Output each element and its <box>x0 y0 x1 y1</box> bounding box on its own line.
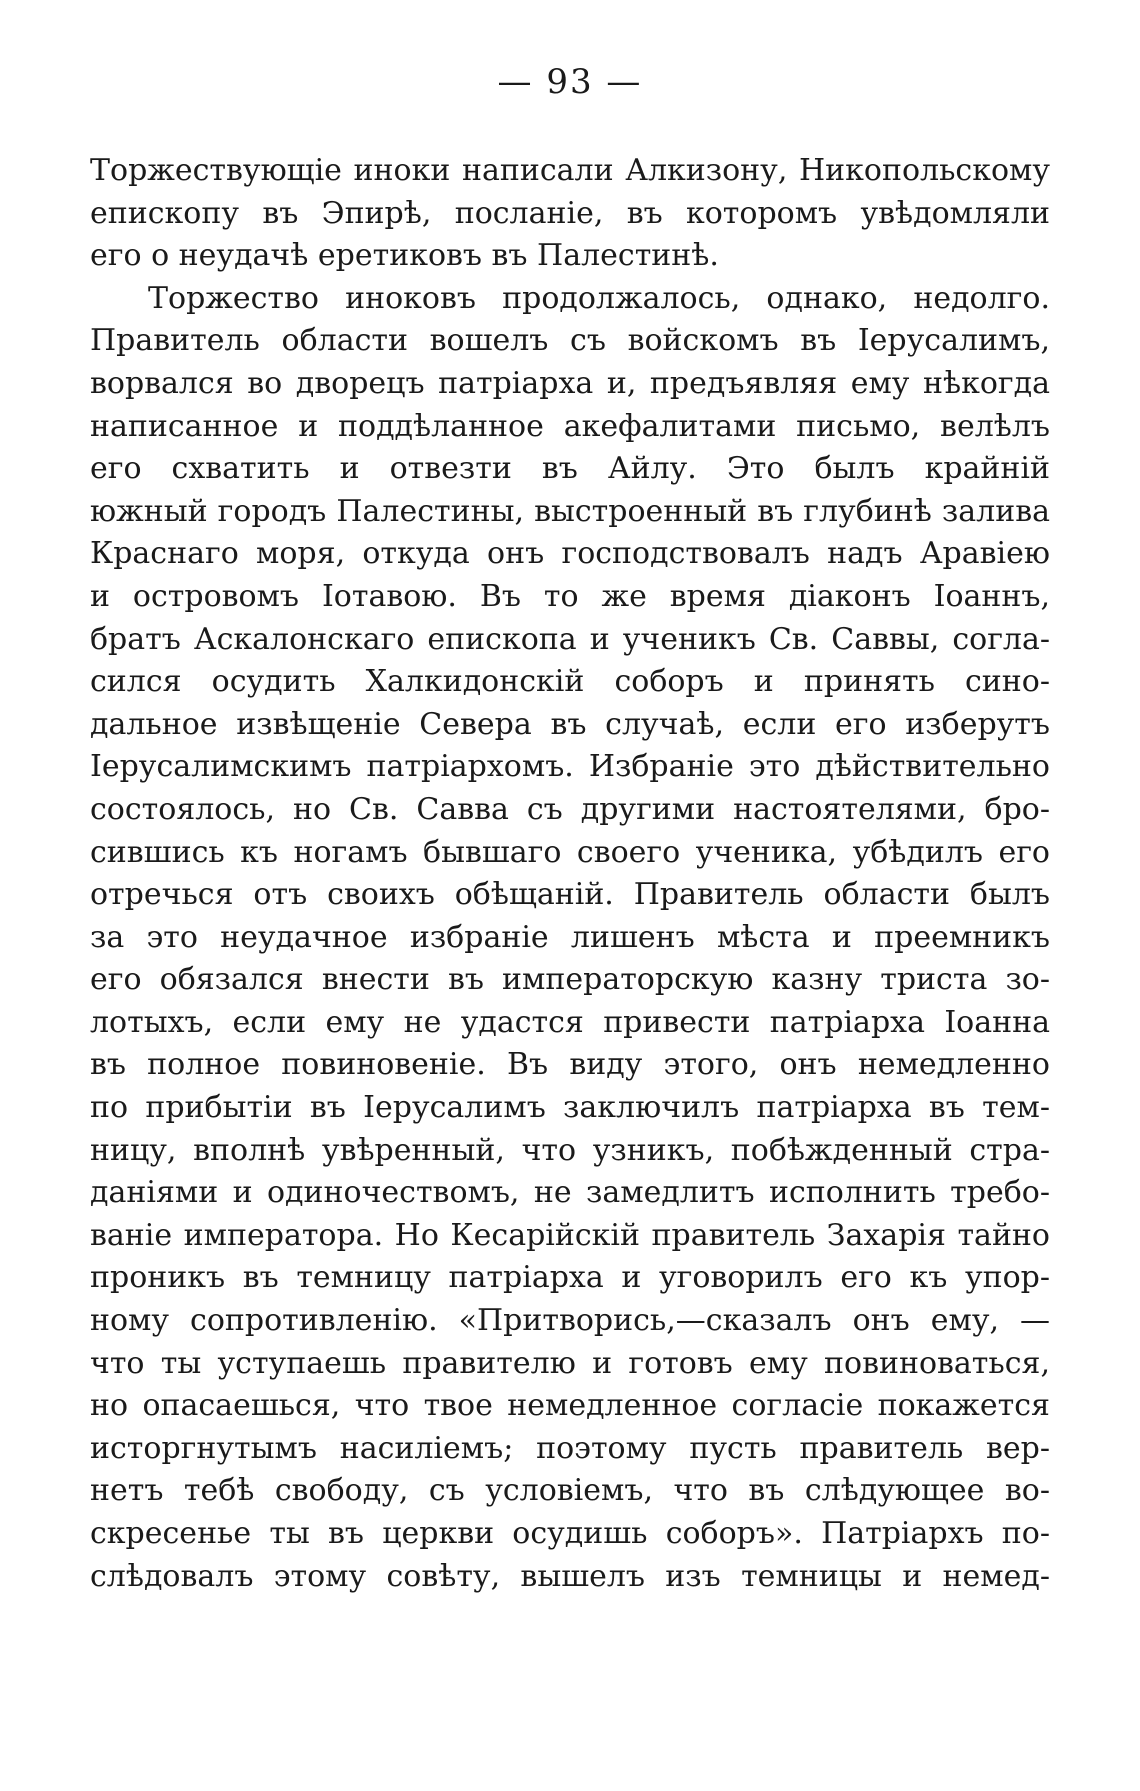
text-line: Торжество иноковъ продолжалось, однако, недолго. <box>148 280 1050 316</box>
text-line: за это неудачное избраніе лишенъ мѣста и преемникъ <box>90 919 1050 955</box>
text-line: ному сопротивленію. «Притворись,—сказалъ онъ ему, — <box>90 1303 1050 1339</box>
text-line: лотыхъ, если ему не удастся привести патріарха Іоанна <box>90 1004 1050 1040</box>
text-line: епископу въ Эпирѣ, посланіе, въ которомъ увѣдомляли <box>90 195 1050 231</box>
text-line: ницу, вполнѣ увѣренный, что узникъ, побѣжденный стра- <box>90 1132 1050 1168</box>
text-line: написанное и поддѣланное акефалитами письмо, велѣлъ <box>90 408 1050 444</box>
text-line: слѣдовалъ этому совѣту, вышелъ изъ темницы и немед- <box>90 1558 1050 1594</box>
text-line: Краснаго моря, откуда онъ господствовалъ надъ Аравіею <box>90 536 1050 572</box>
text-line: его обязался внести въ императорскую казну триста зо- <box>90 962 1050 998</box>
text-line: отречься отъ своихъ обѣщаній. Правитель области былъ <box>90 877 1050 913</box>
text-line: Торжествующіе иноки написали Алкизону, Никопольскому <box>90 153 1050 188</box>
text-line: въ полное повиновеніе. Въ виду этого, онъ немедленно <box>90 1047 1050 1083</box>
text-line: что ты уступаешь правителю и готовъ ему повиноваться, <box>90 1345 1050 1381</box>
text-line: и островомъ Іотавою. Въ то же время діаконъ Іоаннъ, <box>90 578 1050 614</box>
text-line: проникъ въ темницу патріарха и уговорилъ его къ упор- <box>90 1260 1050 1296</box>
text-line: скресенье ты въ церкви осудишь соборъ». Патріархъ по- <box>90 1516 1050 1551</box>
text-line: исторгнутымъ насиліемъ; поэтому пусть правитель вер- <box>90 1430 1050 1466</box>
text-line: Іерусалимскимъ патріархомъ. Избраніе это дѣйствительно <box>90 749 1050 785</box>
text-line: даніями и одиночествомъ, не замедлитъ исполнить требо- <box>90 1175 1050 1211</box>
text-line: но опасаешься, что твое немедленное согласіе покажется <box>90 1388 1050 1424</box>
text-line: сившись къ ногамъ бывшаго своего ученика, убѣдилъ его <box>90 834 1050 870</box>
page-number: — 93 — <box>497 62 643 102</box>
text-line: ваніе императора. Но Кесарійскій правитель Захарія тайно <box>90 1217 1050 1253</box>
text-line: братъ Аскалонскаго епископа и ученикъ Св. Саввы, согла- <box>90 621 1050 657</box>
text-line: по прибытіи въ Іерусалимъ заключилъ патріарха въ тем- <box>90 1090 1050 1126</box>
text-line: ворвался во дворецъ патріарха и, предъявляя ему нѣкогда <box>90 365 1050 401</box>
text-line: состоялось, но Св. Савва съ другими настоятелями, бро- <box>90 791 1050 827</box>
text-line: сился осудить Халкидонскій соборъ и принять сино- <box>90 664 1050 700</box>
text-line: южный городъ Палестины, выстроенный въ глубинѣ залива <box>90 493 1050 529</box>
text-line: дальное извѣщеніе Севера въ случаѣ, если его изберутъ <box>90 706 1050 742</box>
text-line: его о неудачѣ еретиковъ въ Палестинѣ. <box>90 238 719 274</box>
body-text <box>90 150 1050 1598</box>
text-line: Правитель области вошелъ съ войскомъ въ Іерусалимъ, <box>90 323 1050 359</box>
text-line: его схватить и отвезти въ Айлу. Это былъ крайній <box>90 451 1050 487</box>
text-line: нетъ тебѣ свободу, съ условіемъ, что въ слѣдующее во- <box>90 1473 1050 1509</box>
